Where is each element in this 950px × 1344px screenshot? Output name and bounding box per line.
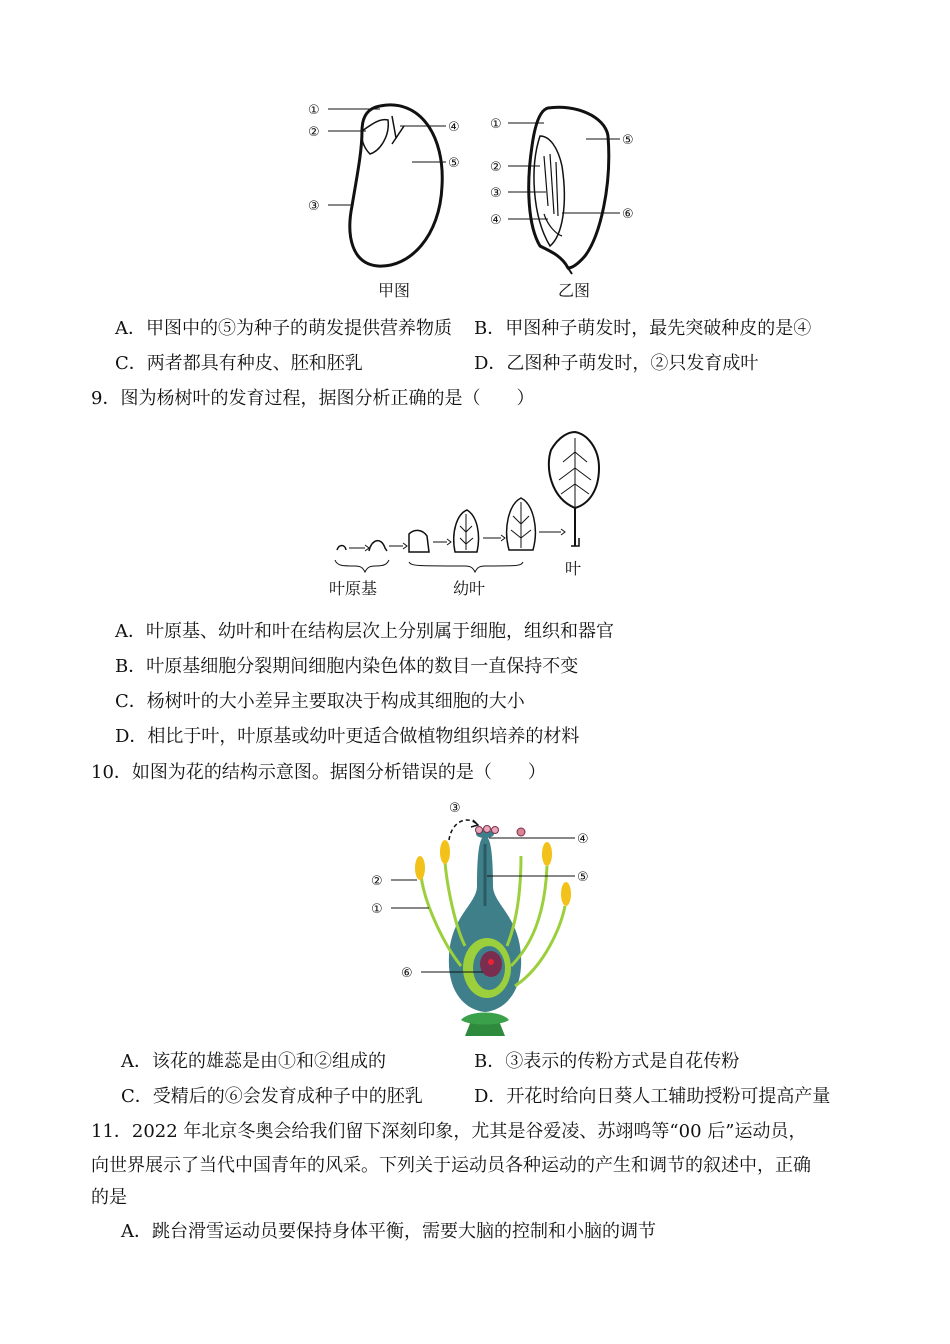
- flower-label-5: ⑤: [577, 870, 589, 885]
- q9-option-c: C．杨树叶的大小差异主要取决于构成其细胞的大小: [115, 691, 525, 712]
- q9-option-a: A．叶原基、幼叶和叶在结构层次上分别属于细胞，组织和器官: [115, 621, 614, 642]
- young-leaf-label: 幼叶: [453, 579, 486, 598]
- corn-seed-drawing: [490, 107, 634, 300]
- q9-option-d: D．相比于叶，叶原基或幼叶更适合做植物组织培养的材料: [115, 726, 580, 747]
- bean-label-2: ②: [308, 125, 320, 140]
- corn-label-3: ③: [490, 186, 502, 201]
- leaf-development-figure: [325, 428, 615, 600]
- seed-figure: [300, 96, 660, 306]
- corn-label-6: ⑥: [622, 207, 634, 222]
- q11-stem-line-3: 的是: [91, 1187, 127, 1208]
- corn-label-2: ②: [490, 160, 502, 175]
- flower-diagram: [365, 796, 605, 1042]
- flower-figure: [365, 796, 605, 1042]
- bean-label-3: ③: [308, 199, 320, 214]
- corn-caption: 乙图: [558, 281, 591, 300]
- q10-option-c: C．受精后的⑥会发育成种子中的胚乳: [121, 1086, 423, 1107]
- q9-stem: 9．图为杨树叶的发育过程，据图分析正确的是（ ）: [91, 388, 535, 409]
- flower-label-1: ①: [371, 902, 383, 917]
- bean-label-5: ⑤: [448, 156, 460, 171]
- flower-label-2: ②: [371, 874, 383, 889]
- leaf-label: 叶: [565, 559, 582, 578]
- bean-label-4: ④: [448, 120, 460, 135]
- flower-label-4: ④: [577, 832, 589, 847]
- flower-label-6: ⑥: [401, 966, 413, 981]
- q10-stem: 10．如图为花的结构示意图。据图分析错误的是（ ）: [91, 762, 546, 783]
- q8-option-c: C．两者都具有种皮、胚和胚乳: [115, 353, 363, 374]
- corn-label-1: ①: [490, 117, 502, 132]
- q8-option-a: A．甲图中的⑤为种子的萌发提供营养物质: [115, 318, 452, 339]
- bean-seed-drawing: [308, 103, 460, 300]
- q10-option-b: B．③表示的传粉方式是自花传粉: [474, 1051, 740, 1072]
- q10-option-d: D．开花时给向日葵人工辅助授粉可提高产量: [474, 1086, 831, 1107]
- seed-diagram: [300, 96, 660, 306]
- q10-option-a: A．该花的雄蕊是由①和②组成的: [121, 1051, 386, 1072]
- corn-label-5: ⑤: [622, 133, 634, 148]
- flower-label-3: ③: [449, 801, 461, 816]
- bean-caption: 甲图: [378, 281, 411, 300]
- q11-option-a: A．跳台滑雪运动员要保持身体平衡，需要大脑的控制和小脑的调节: [121, 1221, 656, 1242]
- q8-option-b: B．甲图种子萌发时，最先突破种皮的是④: [474, 318, 812, 339]
- q11-stem-line-1: 11．2022 年北京冬奥会给我们留下深刻印象，尤其是谷爱凌、苏翊鸣等“00 后”运动员，: [91, 1121, 807, 1142]
- primordium-label: 叶原基: [329, 579, 378, 598]
- bean-label-1: ①: [308, 103, 320, 118]
- q11-stem-line-2: 向世界展示了当代中国青年的风采。下列关于运动员各种运动的产生和调节的叙述中，正确: [91, 1155, 811, 1176]
- corn-label-4: ④: [490, 213, 502, 228]
- q9-option-b: B．叶原基细胞分裂期间细胞内染色体的数目一直保持不变: [115, 656, 579, 677]
- leaf-diagram: [325, 428, 615, 600]
- q8-option-d: D．乙图种子萌发时，②只发育成叶: [474, 353, 759, 374]
